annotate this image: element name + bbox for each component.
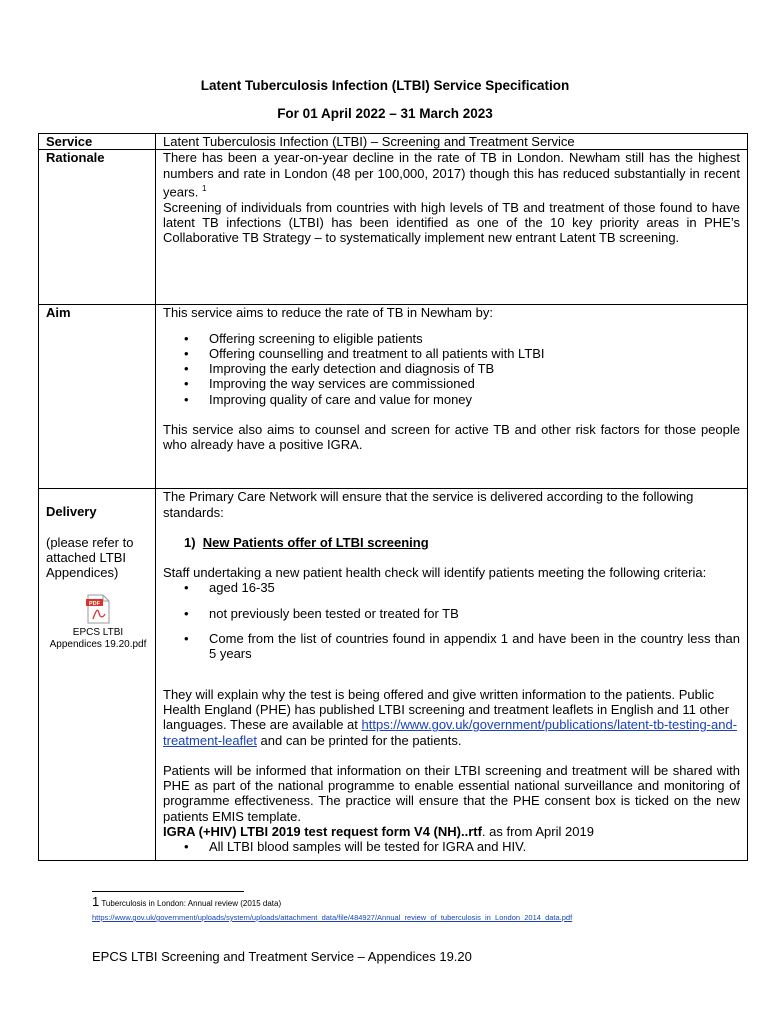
aim-bullet-list (163, 331, 740, 407)
footnote-ref[interactable]: 1 (202, 183, 207, 193)
pdf-attachment[interactable] (46, 594, 150, 651)
rationale-label: Rationale (39, 150, 156, 305)
section-number: 1) (184, 534, 196, 550)
footnote-number: 1 (92, 894, 100, 909)
rationale-cell (156, 150, 748, 305)
list-item: • Improving the way services are commissioned (163, 376, 740, 391)
page-footer: EPCS LTBI Screening and Treatment Service – Appendices 19.20 (92, 949, 472, 964)
delivery-cell (156, 489, 748, 860)
list-item: • Offering counselling and treatment to all patients with LTBI (163, 346, 740, 361)
row-delivery (39, 489, 748, 860)
document-subtitle: For 01 April 2022 – 31 March 2023 (277, 106, 493, 121)
row-aim (39, 305, 748, 489)
list-item: • aged 16-35 (163, 580, 740, 595)
delivery-note: (please refer to attached LTBI Appendices) (46, 534, 134, 581)
service-value: Latent Tuberculosis Infection (LTBI) – Screening and Treatment Service (156, 134, 748, 150)
footnote-separator (92, 891, 244, 892)
inform-paragraph: Patients will be informed that information on their LTBI screening and treatment will be shared with PHE as part of the national programme to enable essential national surveillance and monitoring of programme effectiveness. The practice will ensure that the PHE consent box is ticked on the new patients EMIS template. (163, 762, 740, 824)
pdf-badge-label: PDF (89, 601, 100, 608)
igra-form-name[interactable]: IGRA (+HIV) LTBI 2019 test request form V4 (NH)..rtf (163, 824, 482, 840)
leaflet-link[interactable]: https://www.gov.uk/government/publications/latent-tb-testing-and-treatment-leaflet (163, 717, 738, 748)
section-heading (163, 535, 740, 550)
row-rationale (39, 150, 748, 305)
aim-label: Aim (39, 305, 156, 489)
list-item: • Improving quality of care and value for money (163, 392, 740, 407)
delivery-label: Delivery (46, 504, 97, 520)
aim-outro: This service also aims to counsel and screen for active TB and other risk factors for those people who already have a positive IGRA. (163, 422, 740, 453)
aim-cell (156, 305, 748, 489)
pdf-file-icon (85, 594, 111, 624)
specification-table (38, 133, 748, 861)
rationale-paragraph-2: Screening of individuals from countries with high levels of TB and treatment of those found to have latent TB infections (LTBI) has been identified as one of the 10 key priority areas in PHE’s Collaborative TB Strategy – to systematically implement new entrant Latent TB screening. (163, 199, 740, 246)
igra-line: IGRA (+HIV) LTBI 2019 test request form V4 (NH)..rtf. as from April 2019 (163, 824, 594, 840)
footnote-text: 1 Tuberculosis in London: Annual review (2015 data) (92, 894, 282, 909)
section-title: New Patients offer of LTBI screening (202, 534, 429, 550)
list-item: • Come from the list of countries found in appendix 1 and have been in the country less than 5 years (163, 631, 740, 662)
document-title: Latent Tuberculosis Infection (LTBI) Service Specification (200, 78, 570, 93)
delivery-label-cell (39, 489, 156, 860)
row-service (39, 134, 748, 150)
aim-intro: This service aims to reduce the rate of TB in Newham by: (163, 305, 493, 321)
list-item: • Offering screening to eligible patients (163, 331, 740, 346)
attachment-name-1: EPCS LTBI (72, 627, 124, 639)
list-item: • All LTBI blood samples will be tested for IGRA and HIV. (163, 839, 740, 854)
rationale-paragraph-1: There has been a year-on-year decline in the rate of TB in London. Newham still has the highest numbers and rate in London (48 per 100,000, 2017) though this has reduced substantially in recent years. $^1$ (163, 150, 740, 200)
delivery-intro: The Primary Care Network will ensure that the service is delivered according to the following standards: (163, 489, 694, 520)
criteria-list (163, 580, 740, 661)
attachment-name-2: Appendices 19.20.pdf (49, 639, 147, 651)
igra-list (163, 839, 740, 854)
footnote-link[interactable]: https://www.gov.uk/government/uploads/system/uploads/attachment_data/file/484927/Annual_review_of_tuberculosis_in_London_2014_data.pdf (92, 913, 573, 922)
service-label: Service (39, 134, 156, 150)
criteria-intro: Staff undertaking a new patient health check will identify patients meeting the following criteria: (163, 565, 707, 581)
list-item: • Improving the early detection and diagnosis of TB (163, 361, 740, 376)
list-item: • not previously been tested or treated for TB (163, 606, 740, 621)
explain-paragraph: They will explain why the test is being offered and give written information to the patients. Public Health England (PHE) has published LTBI screening and treatment leaflets in English and 11 other languages. These are available at https://www.gov.uk/government/publications/latent-tb-testing-and-treatment-leaflet and can be printed for the patients. (163, 686, 738, 748)
